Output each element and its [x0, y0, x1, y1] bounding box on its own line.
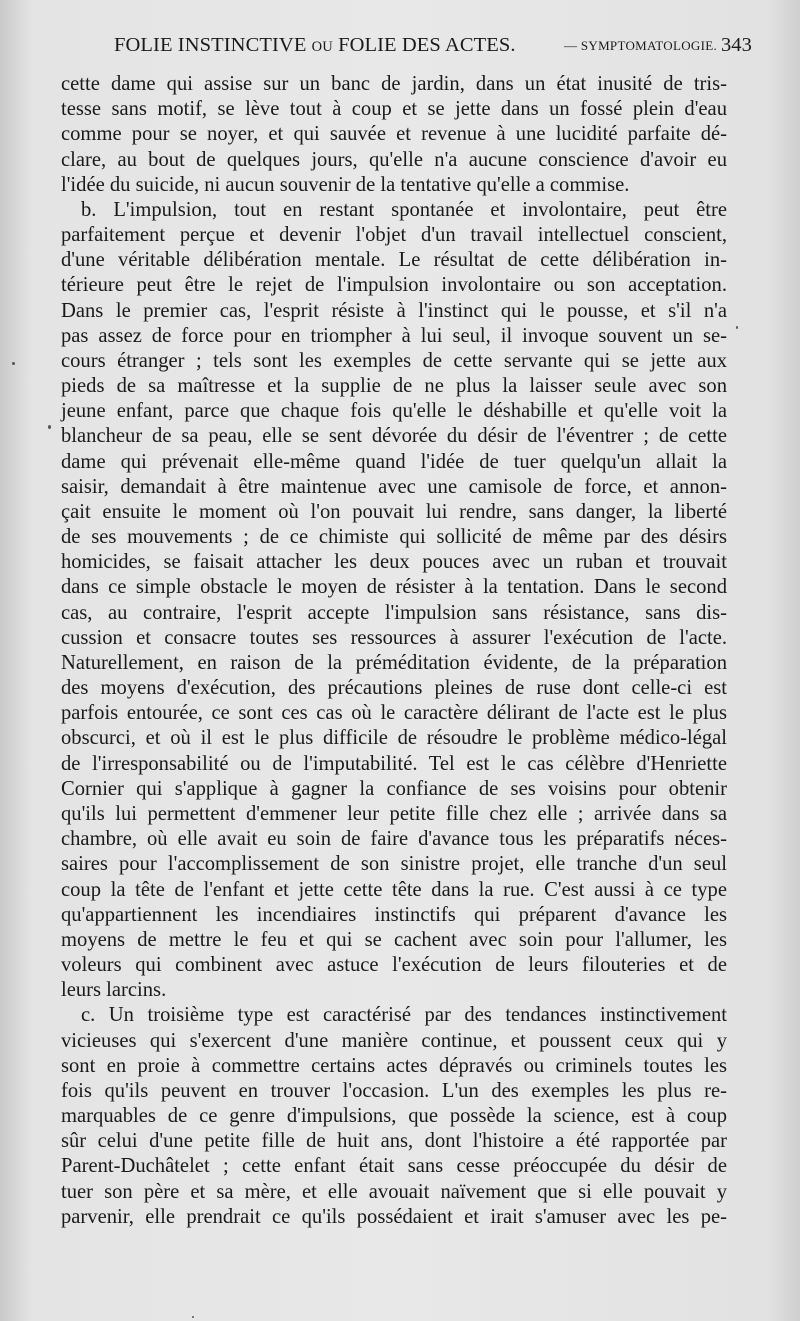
- text-line: Dans le premier cas, l'esprit résiste à l'instinct qui le pousse, et s'il n'a: [61, 299, 727, 322]
- paragraph-start-c: c. Un troisième type est caractérisé par des tendances instinctivement: [81, 1004, 727, 1027]
- text-line: leurs larcins.: [61, 979, 167, 1002]
- text-line: sont en proie à commettre certains actes dépravés ou criminels toutes les: [61, 1054, 727, 1077]
- text-line: çait ensuite le moment où l'on pouvait lui rendre, sans danger, la liberté: [61, 500, 727, 523]
- running-title: [114, 34, 516, 57]
- text-line: tuer son père et sa mère, et elle avouait naïvement que si elle pouvait y: [61, 1180, 727, 1203]
- paper-speck: [192, 1316, 194, 1318]
- running-header: [62, 34, 752, 62]
- text-line: jeune enfant, parce que chaque fois qu'elle le déshabille et qu'elle voit la: [61, 400, 727, 423]
- text-line: parvenir, elle prendrait ce qu'ils possédaient et irait s'amuser avec les pe-: [61, 1205, 727, 1228]
- text-line: saires pour l'accomplissement de son sinistre projet, elle tranche d'un seul: [61, 853, 727, 876]
- text-line: moyens de mettre le feu et qui se cachent avec soin pour l'allumer, les: [61, 928, 727, 951]
- page-number: 343: [720, 34, 752, 56]
- text-line: Naturellement, en raison de la préméditation évidente, de la préparation: [61, 651, 727, 674]
- text-line: tesse sans motif, se lève tout à coup et se jette dans un fossé plein d'eau: [61, 98, 727, 121]
- text-line: de ses mouvements ; de ce chimiste qui sollicité de même par des désirs: [61, 526, 727, 549]
- text-line: pas assez de force pour en triompher à lui seul, il invoque souvent un se-: [61, 324, 727, 347]
- text-line: chambre, où elle avait eu soin de faire d'avance tous les préparatifs néces-: [61, 828, 727, 851]
- section-title: — SYMPTOMATOLOGIE.: [564, 38, 717, 53]
- text-line: cours étranger ; tels sont les exemples de cette servante qui se jette aux: [61, 349, 727, 372]
- text-line: Parent-Duchâtelet ; cette enfant était sans cesse préoccupée du désir de: [61, 1155, 727, 1178]
- text-line: vicieuses qui s'exercent d'une manière continue, et poussent ceux qui y: [61, 1029, 727, 1052]
- text-line: dame qui prévenait elle-même quand l'idée de tuer quelqu'un allait la: [61, 450, 727, 473]
- text-line: qu'ils lui permettent d'emmener leur petite fille chez elle ; arrivée dans sa: [61, 802, 727, 825]
- text-line: d'une véritable délibération mentale. Le résultat de cette délibération in-: [61, 249, 727, 272]
- text-line: homicides, se faisait attacher les deux pouces avec un ruban et trouvait: [61, 551, 727, 574]
- paragraph-start-b: b. L'impulsion, tout en restant spontanée et involontaire, peut être: [81, 198, 727, 221]
- text-line: marquables de ce genre d'impulsions, que possède la science, est à coup: [61, 1105, 727, 1128]
- paper-speck: [12, 362, 15, 365]
- title-part-a: FOLIE INSTINCTIVE: [114, 34, 307, 56]
- title-connector: OU: [311, 39, 333, 55]
- text-line: clare, au bout de quelques jours, qu'elle n'a aucune conscience d'avoir eu: [61, 148, 727, 171]
- text-line: voleurs qui combinent avec astuce l'exécution de leurs filouteries et de: [61, 954, 727, 977]
- text-line: térieure peut être le rejet de l'impulsion involontaire ou son acceptation.: [61, 274, 727, 297]
- text-line: parfois entourée, ce sont ces cas où le caractère délirant de l'acte est le plus: [61, 702, 727, 725]
- text-line: cas, au contraire, l'esprit accepte l'impulsion sans résistance, sans dis-: [61, 601, 727, 624]
- body-text: [61, 72, 727, 1230]
- text-line: cette dame qui assise sur un banc de jardin, dans un état inusité de tris-: [61, 73, 727, 95]
- text-line: blancheur de sa peau, elle se sent dévorée du désir de l'éventrer ; de cette: [61, 425, 727, 448]
- text-line: obscurci, et où il est le plus difficile de résoudre le problème médico-légal: [61, 727, 727, 750]
- text-line: coup la tête de l'enfant et jette cette tête dans la rue. C'est aussi à ce type: [61, 878, 727, 901]
- text-line: fois qu'ils peuvent en trouver l'occasion. L'un des exemples les plus re-: [61, 1079, 727, 1102]
- text-line: dans ce simple obstacle le moyen de résister à la tentation. Dans le second: [61, 576, 727, 599]
- text-line: qu'appartiennent les incendiaires instinctifs qui préparent d'avance les: [61, 903, 727, 926]
- text-line: saisir, demandait à être maintenue avec une camisole de force, et annon-: [61, 475, 727, 498]
- paper-speck: [736, 326, 738, 329]
- text-line: Cornier qui s'applique à gagner la confiance de ses voisins pour obtenir: [61, 777, 727, 800]
- text-line: parfaitement perçue et devenir l'objet d'un travail intellectuel conscient,: [61, 224, 727, 247]
- text-line: pieds de sa maîtresse et la supplie de ne plus la laisser seule avec son: [61, 375, 727, 398]
- text-line: sûr celui d'une petite fille de huit ans, dont l'histoire a été rapportée par: [61, 1130, 727, 1153]
- text-line: l'idée du suicide, ni aucun souvenir de la tentative qu'elle a commise.: [61, 173, 630, 196]
- paper-speck: [48, 425, 51, 429]
- text-line: de l'irresponsabilité ou de l'imputabilité. Tel est le cas célèbre d'Henriette: [61, 752, 727, 775]
- title-part-b: FOLIE DES ACTES.: [338, 34, 516, 56]
- text-line: cussion et consacre toutes ses ressources à assurer l'exécution de l'acte.: [61, 626, 727, 649]
- text-line: des moyens d'exécution, des précautions pleines de ruse dont celle-ci est: [61, 677, 727, 700]
- text-line: comme pour se noyer, et qui sauvée et revenue à une lucidité parfaite dé-: [61, 123, 727, 146]
